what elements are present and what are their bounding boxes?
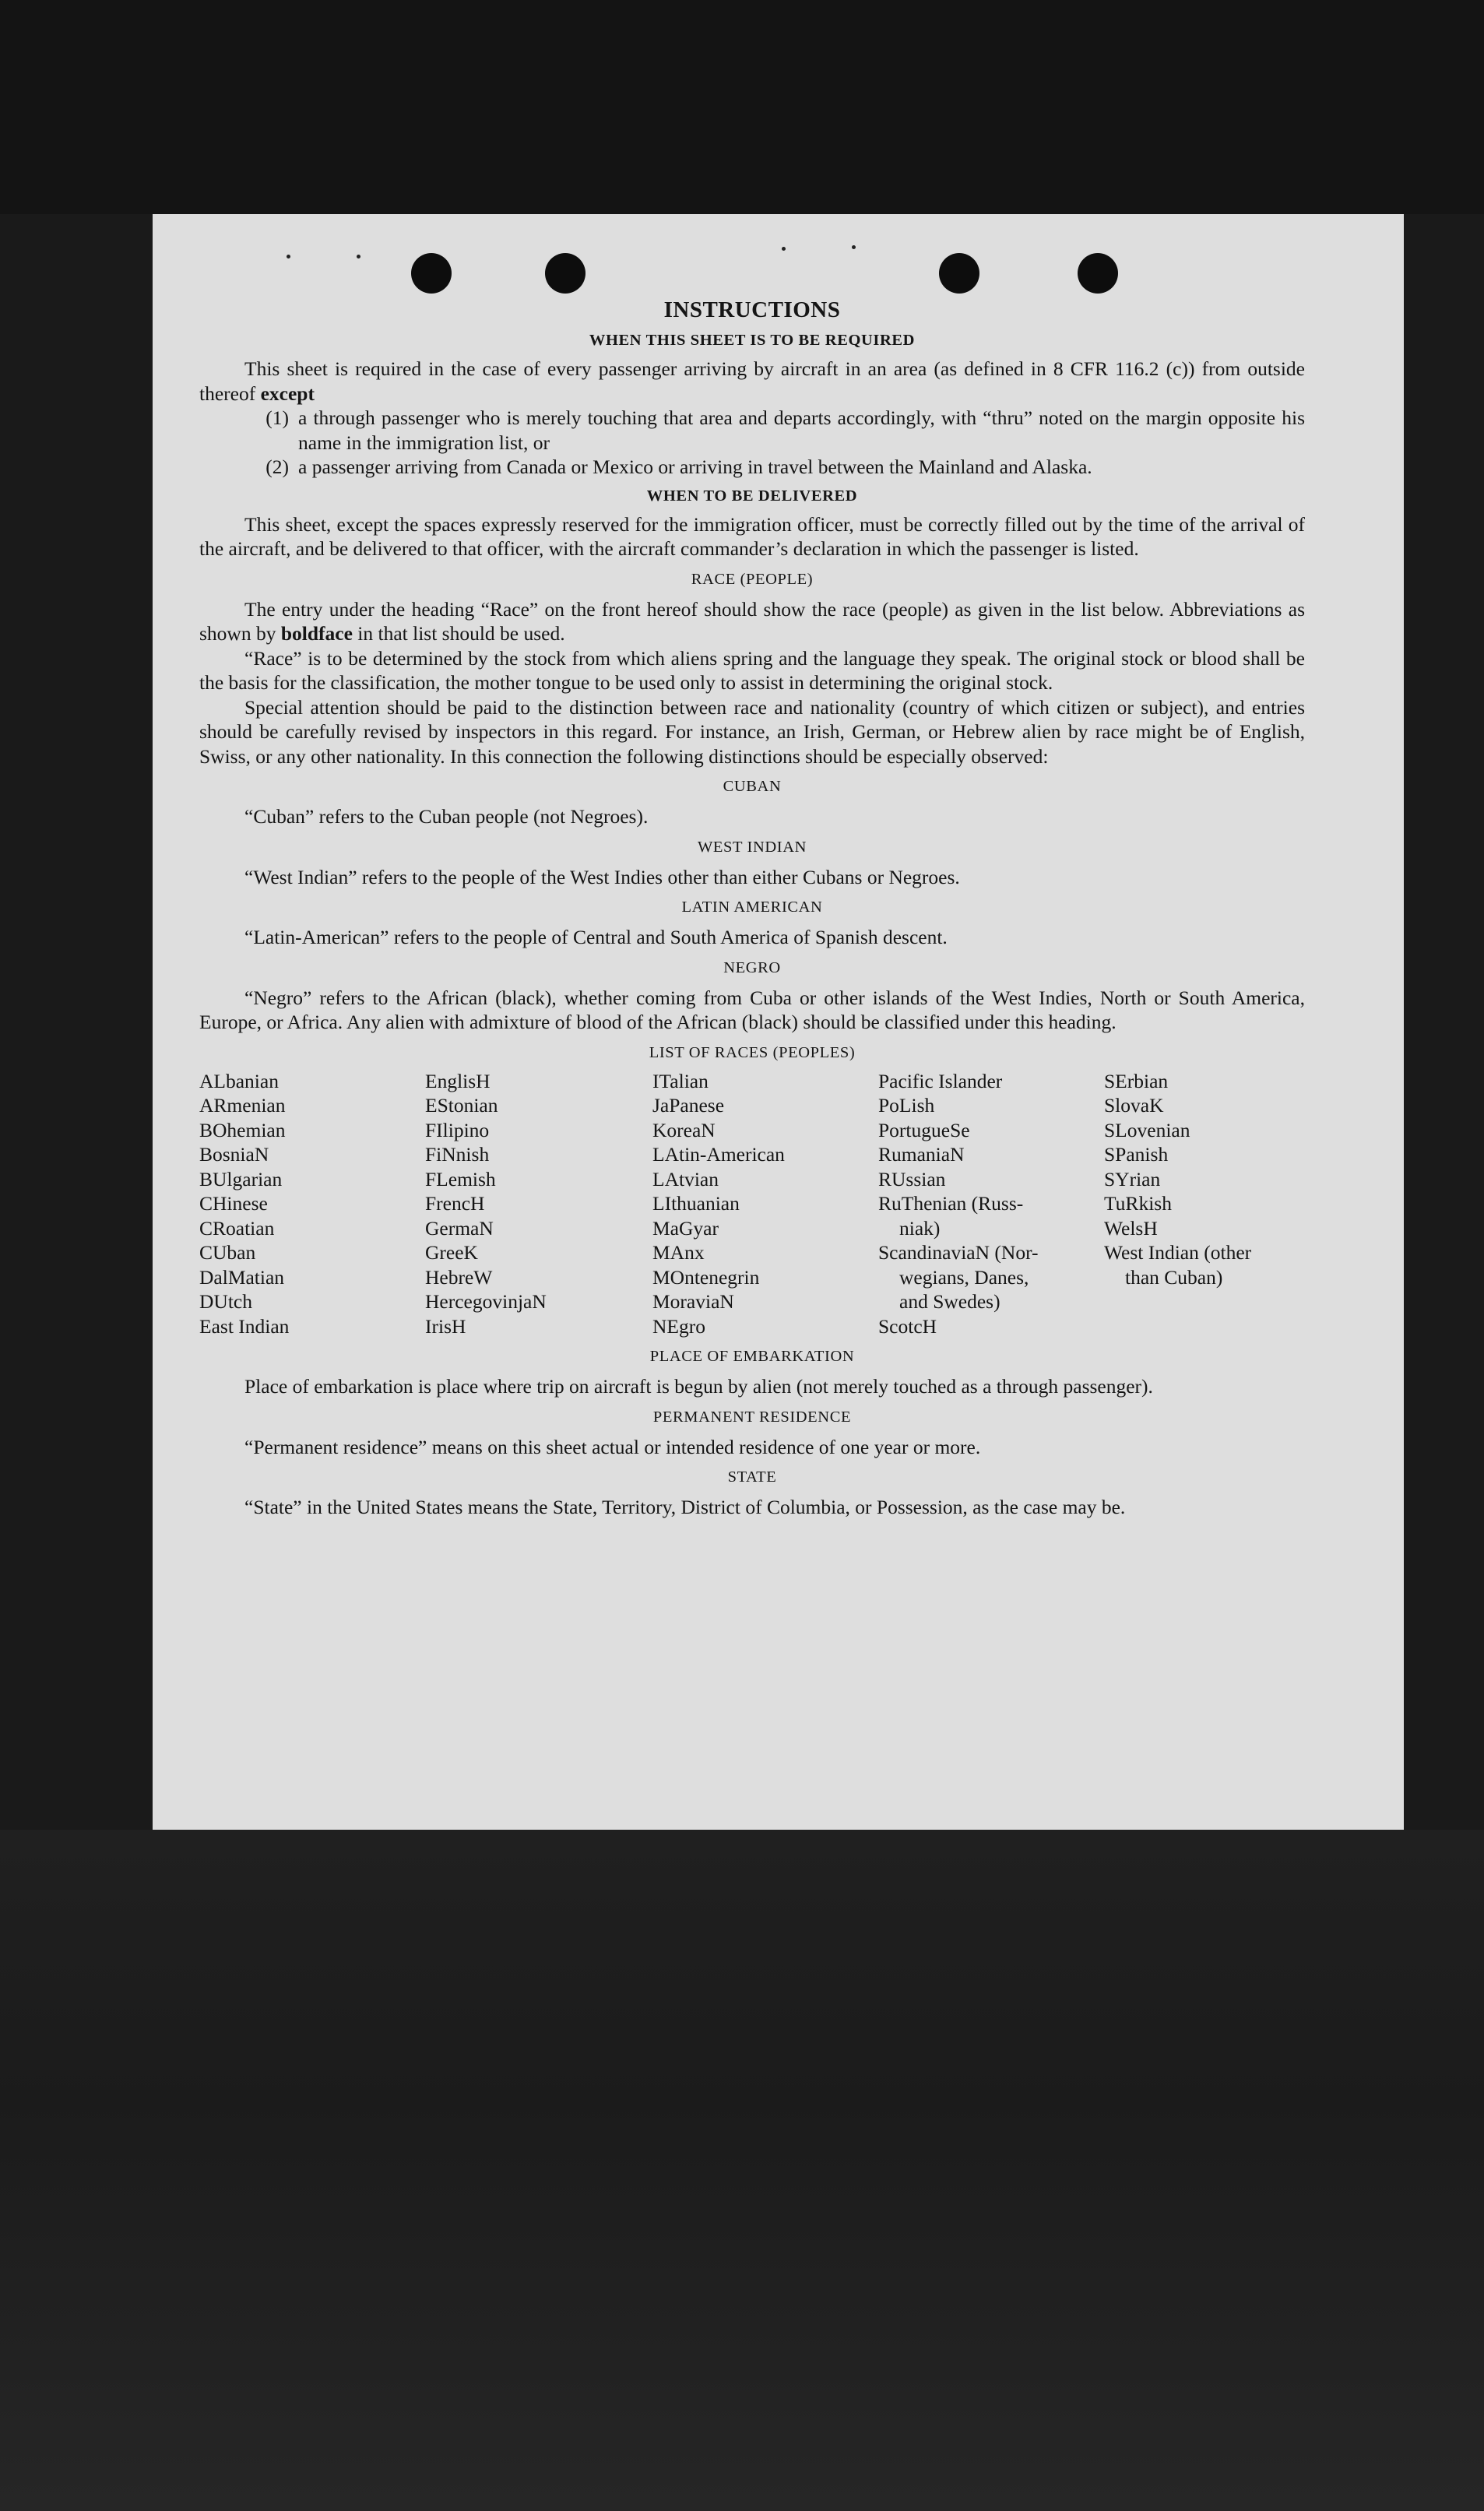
race-entry: KoreaN	[652, 1118, 716, 1141]
race-entry: MoraviaN	[652, 1290, 734, 1313]
section-heading-latin-american: LATIN AMERICAN	[681, 899, 823, 916]
section-heading-west-indian: WEST INDIAN	[697, 838, 807, 856]
race-entry: JaPanese	[652, 1094, 725, 1117]
film-background-top	[0, 0, 1484, 214]
race-entry: ScandinaviaN (Nor-	[878, 1241, 1039, 1264]
when-delivered-text: This sheet, except the spaces expressly reserved for the immigration officer, must be correctly filled out by the time of the arrival of the aircraft, and be delivered to that officer, with the aircraft commander’s declaration in which the passenger is listed.	[199, 512, 1305, 560]
instruction-sheet	[153, 214, 1404, 1830]
races-column-4	[878, 1069, 1104, 1339]
race-entry: BosniaN	[199, 1143, 269, 1166]
race-entry: East Indian	[199, 1314, 290, 1338]
residence-text: “Permanent residence” means on this sheet actual or intended residence of one year or more.	[244, 1435, 981, 1458]
section-heading-when-delivered: WHEN TO BE DELIVERED	[646, 487, 858, 505]
embarkation-text: Place of embarkation is place where trip on aircraft is begun by alien (not merely touched as a through passenger).	[244, 1375, 1153, 1398]
races-column-2	[425, 1069, 652, 1339]
race-entry: FLemish	[425, 1167, 496, 1190]
exception-item-1: (1) a through passenger who is merely touching that area and departs accordingly, with “thru” noted on the margin opposite his name in the immigration list, or	[266, 406, 1305, 454]
race-entry: LIthuanian	[652, 1192, 740, 1215]
race-paragraph-3: Special attention should be paid to the distinction between race and nationality (country of which citizen or subject), and entries should be carefully revised by inspectors in this regard. For instance, an Irish, German, or Hebrew alien by race might be of English, Swiss, or any other nationality. In this connection the following distinctions should be especially observed:	[199, 695, 1305, 768]
section-heading-negro: NEGRO	[723, 958, 781, 976]
race-entry: PortugueSe	[878, 1118, 970, 1141]
race-entry: CUban	[199, 1241, 256, 1264]
section-heading-residence: PERMANENT RESIDENCE	[652, 1408, 852, 1426]
cuban-text: “Cuban” refers to the Cuban people (not Negroes).	[244, 805, 649, 828]
race-paragraph-1: The entry under the heading “Race” on the front hereof should show the race (people) as given in the list below. Abbreviations as shown by boldface in that list should be used.	[199, 597, 1305, 645]
race-entry: Pacific Islander	[878, 1069, 1003, 1092]
race-entry: HercegovinjaN	[425, 1290, 547, 1313]
race-entry: EnglisH	[425, 1069, 491, 1092]
race-entry: HebreW	[425, 1265, 493, 1289]
race-entry: SPanish	[1104, 1143, 1169, 1166]
latin-american-text: “Latin-American” refers to the people of Central and South America of Spanish descent.	[244, 926, 948, 948]
section-heading-state: STATE	[727, 1468, 777, 1486]
race-entry: and Swedes)	[899, 1290, 1000, 1313]
speck	[357, 255, 360, 258]
race-entry: RUssian	[878, 1167, 946, 1190]
race-entry: SYrian	[1104, 1167, 1161, 1190]
speck	[852, 245, 856, 249]
race-entry: GermaN	[425, 1216, 494, 1240]
race-entry: IrisH	[425, 1314, 466, 1338]
film-background-bottom	[0, 1830, 1484, 2511]
race-entry: RumaniaN	[878, 1143, 965, 1166]
race-entry: ALbanian	[199, 1069, 279, 1092]
race-entry: NEgro	[652, 1314, 705, 1338]
race-entry: ScotcH	[878, 1314, 937, 1338]
section-heading-races-list: LIST OF RACES (PEOPLES)	[649, 1043, 856, 1061]
race-entry: GreeK	[425, 1241, 478, 1264]
section-heading-race: RACE (PEOPLE)	[691, 570, 814, 588]
state-text: “State” in the United States means the State, Territory, District of Columbia, or Possession, as the case may be.	[244, 1496, 1126, 1518]
race-entry: FrencH	[425, 1192, 485, 1215]
race-entry: FiNnish	[425, 1143, 490, 1166]
race-entry: DUtch	[199, 1290, 252, 1313]
race-entry: CHinese	[199, 1192, 268, 1215]
race-entry: LAtin-American	[652, 1143, 785, 1166]
speck	[782, 247, 786, 251]
race-entry: LAtvian	[652, 1167, 719, 1190]
race-entry: niak)	[899, 1216, 941, 1240]
race-entry: MAnx	[652, 1241, 705, 1264]
race-entry: West Indian (other	[1104, 1241, 1252, 1264]
races-column-1	[199, 1069, 425, 1339]
when-required-intro: This sheet is required in the case of every passenger arriving by aircraft in an area (as defined in 8 CFR 116.2 (c)) from outside thereof except	[199, 357, 1305, 405]
race-entry: PoLish	[878, 1094, 935, 1117]
section-heading-cuban: CUBAN	[723, 778, 782, 795]
race-entry: than Cuban)	[1125, 1265, 1223, 1289]
punch-hole	[411, 253, 452, 294]
race-entry: SErbian	[1104, 1069, 1169, 1092]
section-heading-embarkation: PLACE OF EMBARKATION	[649, 1348, 855, 1365]
race-paragraph-2: “Race” is to be determined by the stock from which aliens spring and the language they speak. The original stock or blood shall be the basis for the classification, the mother tongue to be used only to assist in determining the original stock.	[199, 646, 1305, 694]
race-entry: FIlipino	[425, 1118, 490, 1141]
speck	[287, 255, 290, 258]
race-entry: ARmenian	[199, 1094, 286, 1117]
negro-text: “Negro” refers to the African (black), whether coming from Cuba or other islands of the West Indies, North or South America, Europe, or Africa. Any alien with admixture of blood of the African (black) should be classified under this heading.	[199, 986, 1305, 1033]
race-entry: DalMatian	[199, 1265, 285, 1289]
punch-hole	[1078, 253, 1118, 294]
race-entry: SlovaK	[1104, 1094, 1164, 1117]
race-entry: wegians, Danes,	[899, 1265, 1029, 1289]
race-entry: MOntenegrin	[652, 1265, 760, 1289]
race-entry: CRoatian	[199, 1216, 275, 1240]
races-column-5	[1104, 1069, 1303, 1339]
race-entry: TuRkish	[1104, 1192, 1172, 1215]
race-entry: BOhemian	[199, 1118, 286, 1141]
race-entry: EStonian	[425, 1094, 498, 1117]
races-column-3	[652, 1069, 878, 1339]
punch-hole	[545, 253, 586, 294]
races-list	[199, 1069, 1305, 1339]
section-heading-when-required: WHEN THIS SHEET IS TO BE REQUIRED	[589, 332, 916, 349]
race-entry: MaGyar	[652, 1216, 719, 1240]
west-indian-text: “West Indian” refers to the people of the West Indies other than either Cubans or Negroes.	[244, 865, 960, 888]
race-entry: ITalian	[652, 1069, 709, 1092]
race-entry: WelsH	[1104, 1216, 1158, 1240]
race-entry: SLovenian	[1104, 1118, 1190, 1141]
punch-hole	[939, 253, 979, 294]
race-entry: RuThenian (Russ-	[878, 1192, 1024, 1215]
sheet-content	[199, 296, 1305, 1520]
page-title: INSTRUCTIONS	[663, 297, 841, 322]
race-entry: BUlgarian	[199, 1167, 283, 1190]
exception-item-2: (2) a passenger arriving from Canada or Mexico or arriving in travel between the Mainland and Alaska.	[266, 455, 1092, 478]
